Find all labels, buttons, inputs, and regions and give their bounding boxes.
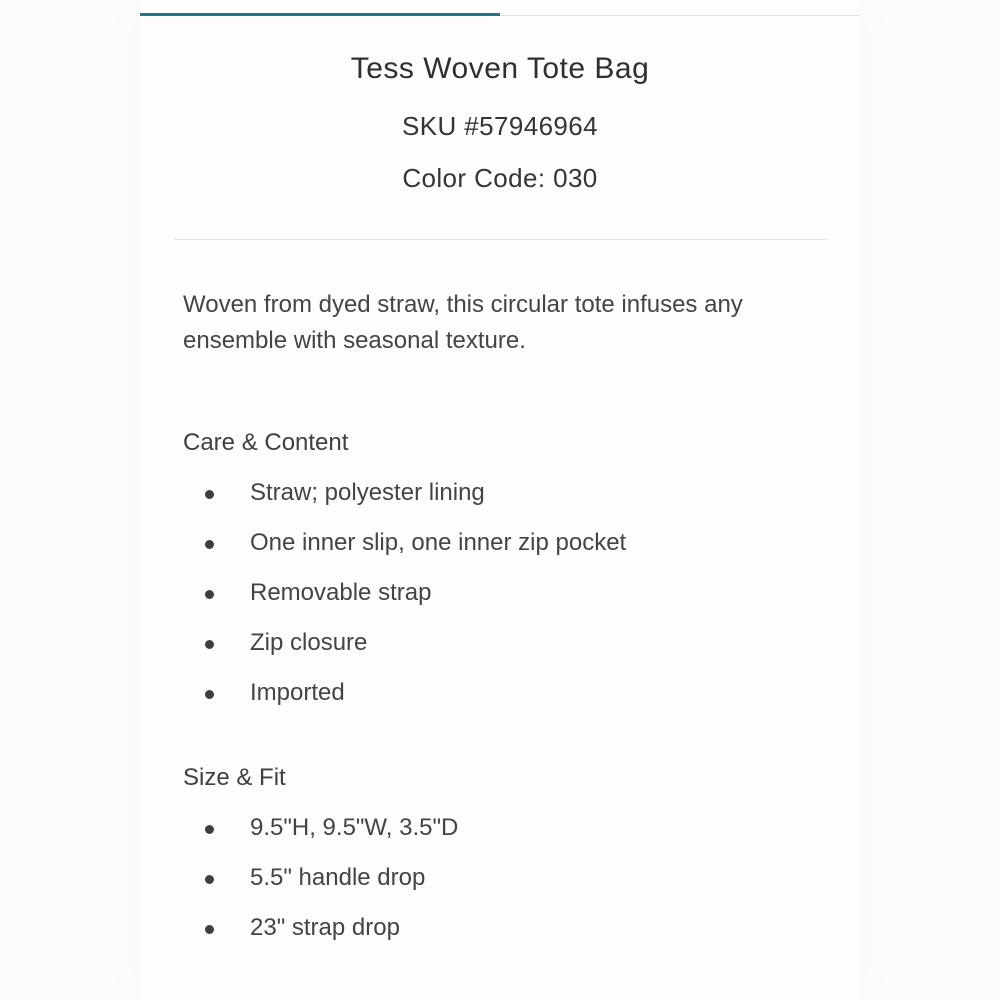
list-item xyxy=(140,678,860,728)
list-item xyxy=(140,863,860,913)
list-item-text: One inner slip, one inner zip pocket xyxy=(250,529,627,556)
size-fit-list xyxy=(140,813,860,963)
section-divider xyxy=(174,239,827,240)
list-item xyxy=(140,528,860,578)
care-content-heading: Care & Content xyxy=(183,429,349,456)
bullet-icon xyxy=(205,640,214,649)
product-details-panel xyxy=(140,0,860,1000)
list-item-text: Straw; polyester lining xyxy=(250,479,485,506)
bullet-icon xyxy=(205,590,214,599)
list-item-text: Zip closure xyxy=(250,629,368,656)
bullet-icon xyxy=(205,825,214,834)
list-item-text: 23" strap drop xyxy=(250,914,400,941)
product-sku: SKU #57946964 xyxy=(401,111,599,141)
product-title: Tess Woven Tote Bag xyxy=(350,52,650,85)
active-tab-indicator[interactable] xyxy=(140,13,500,16)
list-item xyxy=(140,628,860,678)
bullet-icon xyxy=(205,490,214,499)
product-description: Woven from dyed straw, this circular tote infuses any ensemble with seasonal texture. xyxy=(183,291,743,354)
bullet-icon xyxy=(205,875,214,884)
list-item-text: Imported xyxy=(250,679,345,706)
bullet-icon xyxy=(205,690,214,699)
size-fit-heading: Size & Fit xyxy=(183,764,286,791)
list-item-text: Removable strap xyxy=(250,579,432,606)
list-item-text: 5.5" handle drop xyxy=(250,864,426,891)
list-item xyxy=(140,478,860,528)
list-item-text: 9.5"H, 9.5"W, 3.5"D xyxy=(250,814,459,841)
list-item xyxy=(140,813,860,863)
bullet-icon xyxy=(205,925,214,934)
product-color-code: Color Code: 030 xyxy=(402,163,598,193)
list-item xyxy=(140,913,860,963)
list-item xyxy=(140,578,860,628)
bullet-icon xyxy=(205,540,214,549)
care-content-list xyxy=(140,478,860,728)
